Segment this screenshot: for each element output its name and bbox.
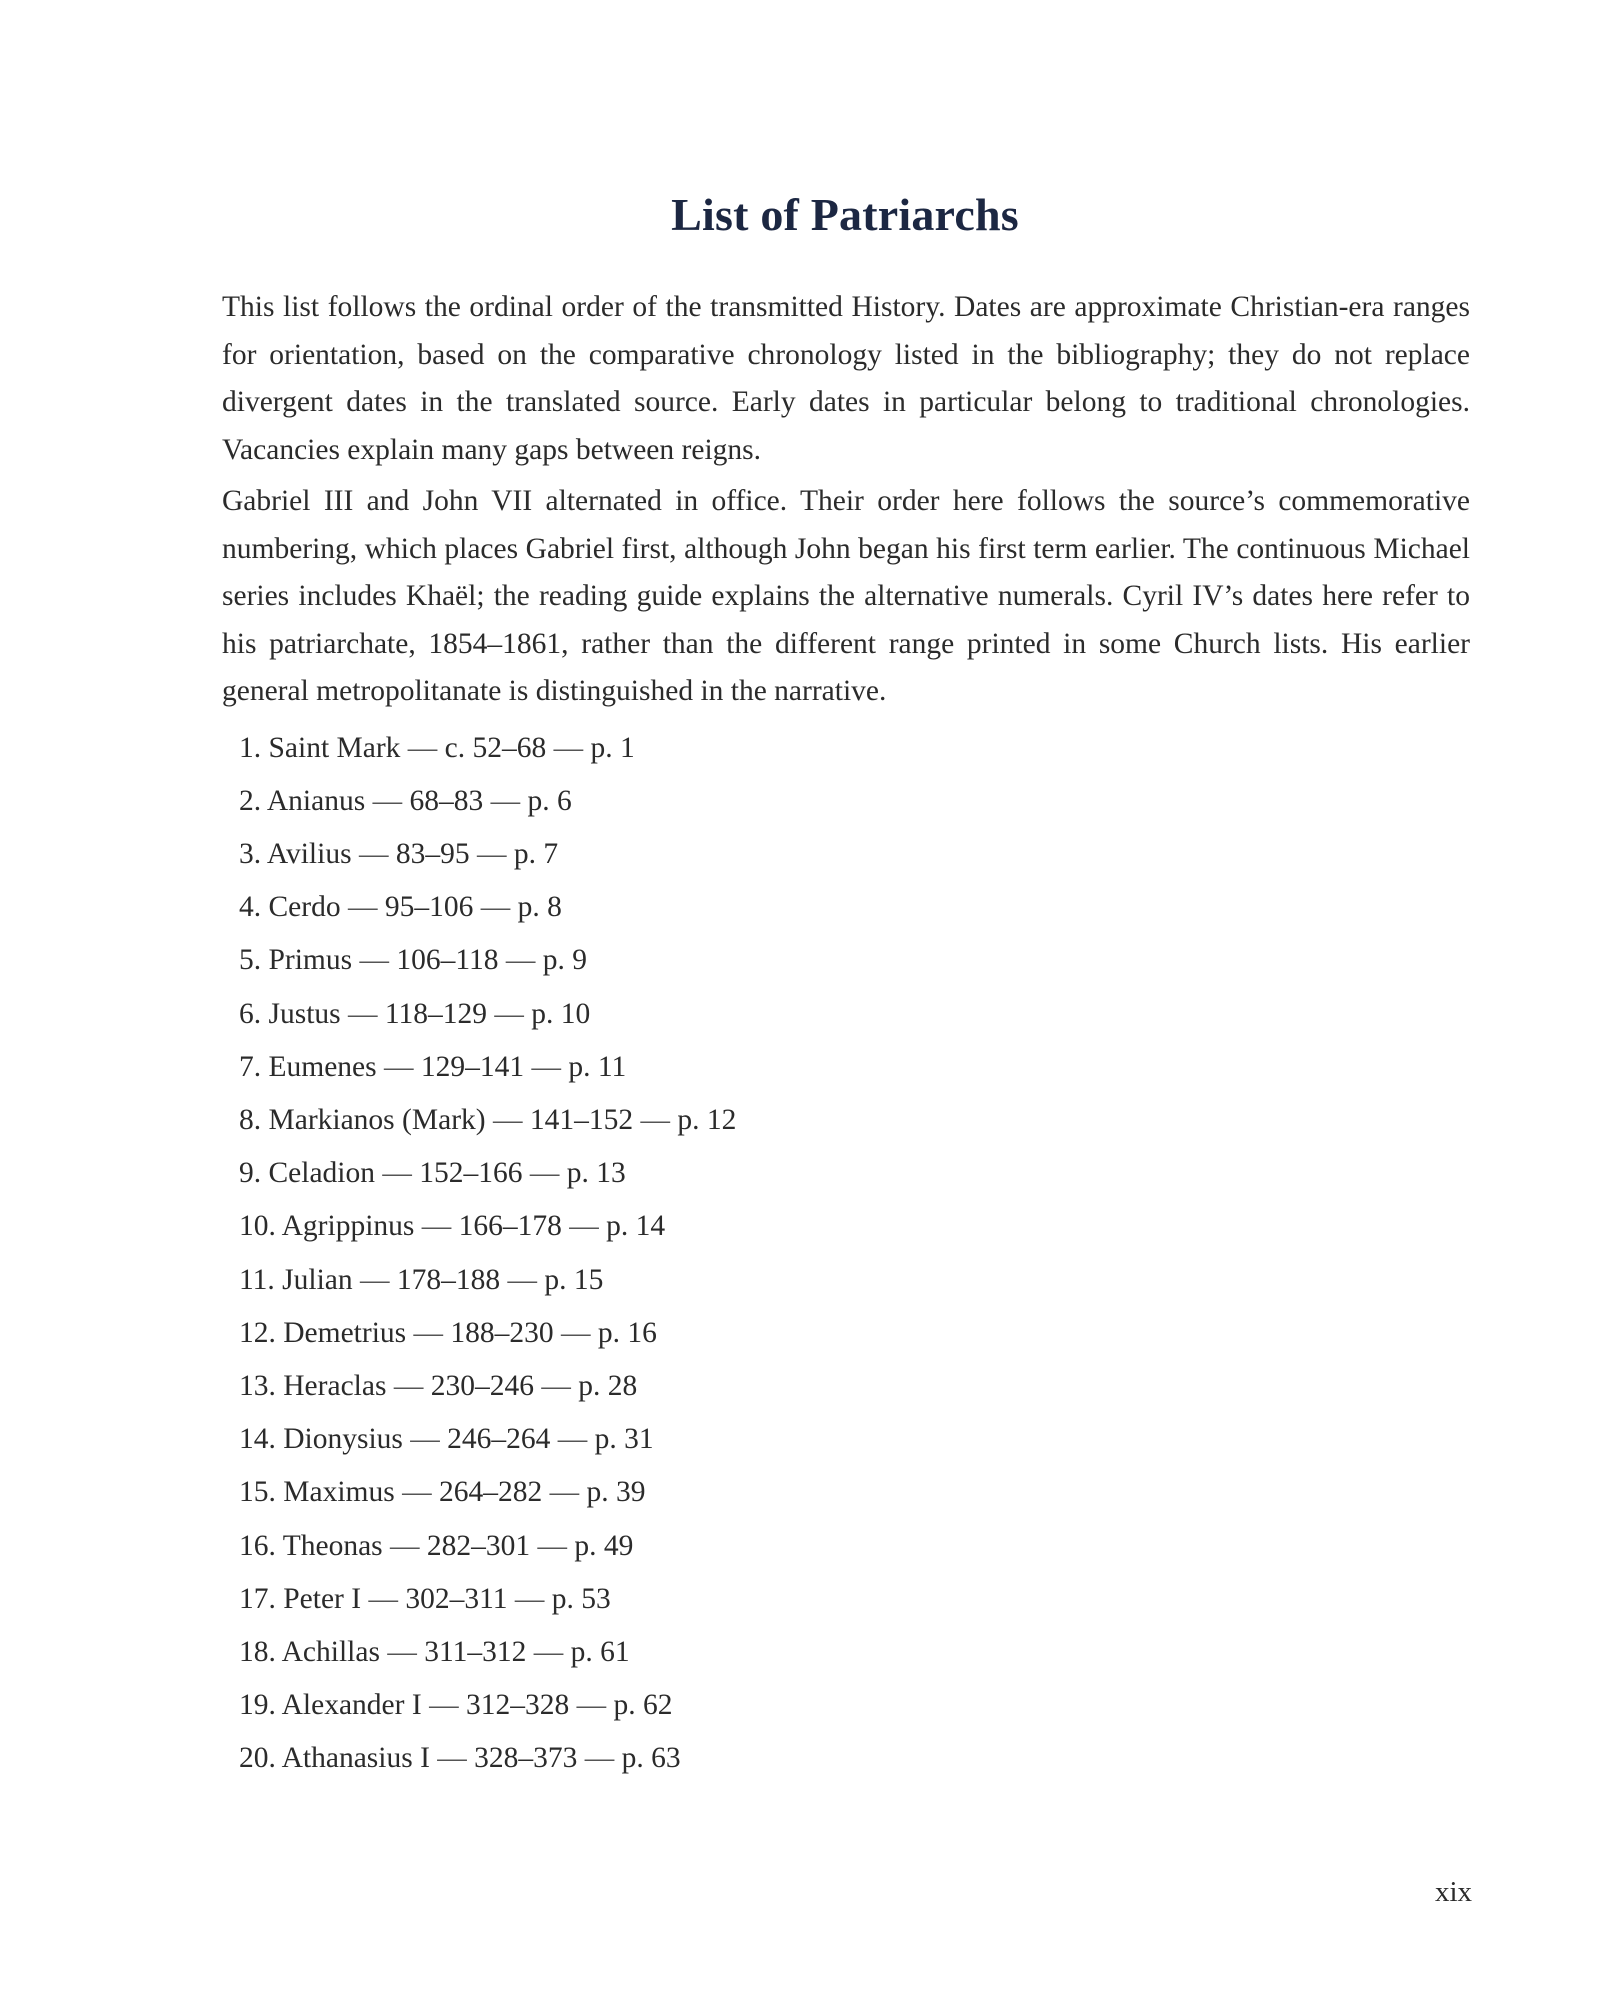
entry-separator: — [529,1157,560,1190]
entry-name: Markianos (Mark) [268,1103,486,1136]
entry-number: 3. [239,837,262,870]
entry-dates: 95–106 [384,891,474,924]
intro-paragraph: This list follows the ordinal order of the transmitted History. Dates are approximate Christian-era ranges for orientation, based on the comparative chronology listed in the bibliography; they do not replace divergent dates in the translated source. Early dates in particular belong to traditional chronologies. Vacancies explain many gaps between reigns. [222,291,1470,466]
entry-separator: — [347,891,378,924]
entry-dates: 246–264 [447,1423,551,1456]
entry-page: p. 28 [578,1369,638,1402]
entry-dates: 264–282 [438,1476,543,1509]
list-item [239,1041,1470,1094]
entry-name: Saint Mark [268,731,401,764]
entry-name: Avilius [266,837,352,870]
entry-page: p. 62 [613,1689,673,1722]
entry-separator: — [393,1369,424,1402]
entry-page: p. 49 [574,1529,634,1562]
entry-name: Agrippinus [281,1210,415,1243]
page-number: xix [1434,1876,1472,1908]
entry-page: p. 61 [570,1635,630,1668]
entry-dates: 328–373 [474,1742,578,1775]
list-item [239,1679,1470,1732]
entry-separator: — [561,1316,591,1349]
entry-dates: 106–118 [396,944,499,977]
entry-separator: — [549,1476,580,1509]
entry-page: p. 15 [544,1263,604,1296]
entry-name: Demetrius [283,1316,407,1349]
list-item [239,1573,1470,1626]
list-item [239,1094,1470,1147]
entry-name: Eumenes [268,1050,377,1083]
entry-dates: 118–129 [384,997,488,1030]
entry-separator: — [640,1103,670,1136]
entry-name: Theonas [282,1529,383,1562]
page-body [222,284,1470,1786]
entry-separator: — [537,1529,568,1562]
entry-separator: — [476,837,507,870]
list-item [239,881,1470,934]
entry-name: Primus [268,944,353,977]
list-item [239,1147,1470,1200]
entry-number: 13. [239,1369,276,1402]
entry-separator: — [557,1423,588,1456]
entry-page: p. 12 [677,1103,737,1136]
list-item [239,1466,1470,1519]
entry-number: 6. [239,997,262,1030]
list-item [239,828,1470,881]
entry-page: p. 31 [594,1423,654,1456]
list-item [239,1626,1470,1679]
entry-dates: 68–83 [409,784,484,817]
entry-separator: — [569,1210,599,1243]
entry-separator: — [507,1263,537,1296]
entry-number: 5. [239,944,262,977]
entry-separator: — [390,1529,420,1562]
entry-separator: — [384,1050,414,1083]
list-item [239,934,1470,987]
list-item [239,1360,1470,1413]
entry-number: 20. [239,1742,276,1775]
entry-page: p. 6 [527,784,572,817]
entry-separator: — [505,944,536,977]
list-item [239,722,1470,775]
entry-page: p. 16 [597,1316,657,1349]
entry-number: 12. [239,1316,276,1349]
entry-dates: 282–301 [426,1529,531,1562]
entry-dates: 83–95 [395,837,470,870]
entry-dates: c. 52–68 [444,731,547,764]
list-item [239,1200,1470,1253]
entry-number: 17. [239,1582,276,1615]
list-item [239,1307,1470,1360]
entry-name: Maximus [283,1476,395,1509]
entry-number: 16. [239,1529,276,1562]
entry-dates: 152–166 [419,1157,523,1190]
entry-dates: 302–311 [405,1582,508,1615]
entry-dates: 141–152 [529,1103,634,1136]
entry-number: 9. [239,1157,262,1190]
list-item [239,988,1470,1041]
entry-number: 10. [239,1210,276,1243]
entry-dates: 311–312 [424,1635,527,1668]
entry-separator: — [490,784,521,817]
list-item [239,1413,1470,1466]
entry-separator: — [421,1210,452,1243]
entry-page: p. 7 [513,837,559,870]
entry-separator: — [494,997,524,1030]
entry-separator: — [402,1476,432,1509]
entry-separator: — [480,891,511,924]
list-item [239,775,1470,828]
entry-separator: — [359,944,389,977]
notes-paragraph: Gabriel III and John VII alternated in office. Their order here follows the source’s commemorative numbering, which places Gabriel first, although John began his first term earlier. The continuous Michael series includes Khaël; the reading guide explains the alternative numerals. Cyril IV’s dates here refer to his patriarchate, 1854–1861, rather than the different range printed in some Church lists. His earlier general metropolitanate is distinguished in the narrative. [222,485,1470,707]
entry-separator: — [372,784,403,817]
entry-dates: 230–246 [430,1369,534,1402]
entry-name: Dionysius [283,1423,403,1456]
page-title: List of Patriarchs [671,189,1019,240]
list-item [239,1732,1470,1785]
entry-separator: — [407,731,438,764]
entry-dates: 312–328 [465,1689,570,1722]
entry-number: 14. [239,1423,276,1456]
entry-name: Justus [268,997,341,1030]
entry-separator: — [531,1050,562,1083]
entry-separator: — [533,1635,564,1668]
entry-name: Athanasius I [281,1742,430,1775]
entry-separator: — [584,1742,615,1775]
entry-separator: — [429,1689,459,1722]
entry-number: 7. [239,1050,262,1083]
entry-separator: — [576,1689,607,1722]
entry-page: p. 14 [606,1210,666,1243]
entry-separator: — [541,1369,571,1402]
entry-name: Celadion [268,1157,376,1190]
entry-number: 1. [239,731,262,764]
entry-number: 2. [239,784,262,817]
entry-dates: 166–178 [458,1210,562,1243]
entry-page: p. 39 [586,1476,646,1509]
entry-page: p. 10 [531,997,591,1030]
entry-name: Alexander I [281,1689,422,1722]
entry-page: p. 8 [517,891,562,924]
entry-separator: — [492,1103,523,1136]
entry-separator: — [413,1316,444,1349]
entry-page: p. 1 [590,731,635,764]
entry-separator: — [348,997,378,1030]
entry-separator: — [360,1263,390,1296]
entry-separator: — [368,1582,398,1615]
entry-name: Cerdo [268,891,341,924]
entry-name: Julian [282,1263,353,1296]
entry-page: p. 11 [568,1050,627,1083]
entry-page: p. 9 [542,944,588,977]
list-item [239,1520,1470,1573]
entry-number: 18. [239,1635,276,1668]
list-item [239,1254,1470,1307]
entry-page: p. 13 [566,1157,626,1190]
entry-name: Anianus [266,784,366,817]
entry-number: 15. [239,1476,276,1509]
entry-separator: — [358,837,389,870]
entry-separator: — [382,1157,412,1190]
entry-number: 8. [239,1103,262,1136]
entry-separator: — [437,1742,467,1775]
entry-separator: — [410,1423,440,1456]
entry-dates: 129–141 [420,1050,525,1083]
entry-name: Peter I [283,1582,362,1615]
entry-separator: — [387,1635,417,1668]
entry-separator: — [514,1582,545,1615]
patriarch-list [222,722,1470,1786]
entry-name: Achillas [281,1635,380,1668]
entry-number: 19. [239,1689,276,1722]
entry-page: p. 53 [551,1582,611,1615]
entry-dates: 188–230 [450,1316,554,1349]
entry-number: 11. [239,1263,275,1296]
entry-dates: 178–188 [396,1263,501,1296]
entry-number: 4. [239,891,262,924]
entry-separator: — [553,731,584,764]
entry-page: p. 63 [621,1742,681,1775]
entry-name: Heraclas [283,1369,387,1402]
